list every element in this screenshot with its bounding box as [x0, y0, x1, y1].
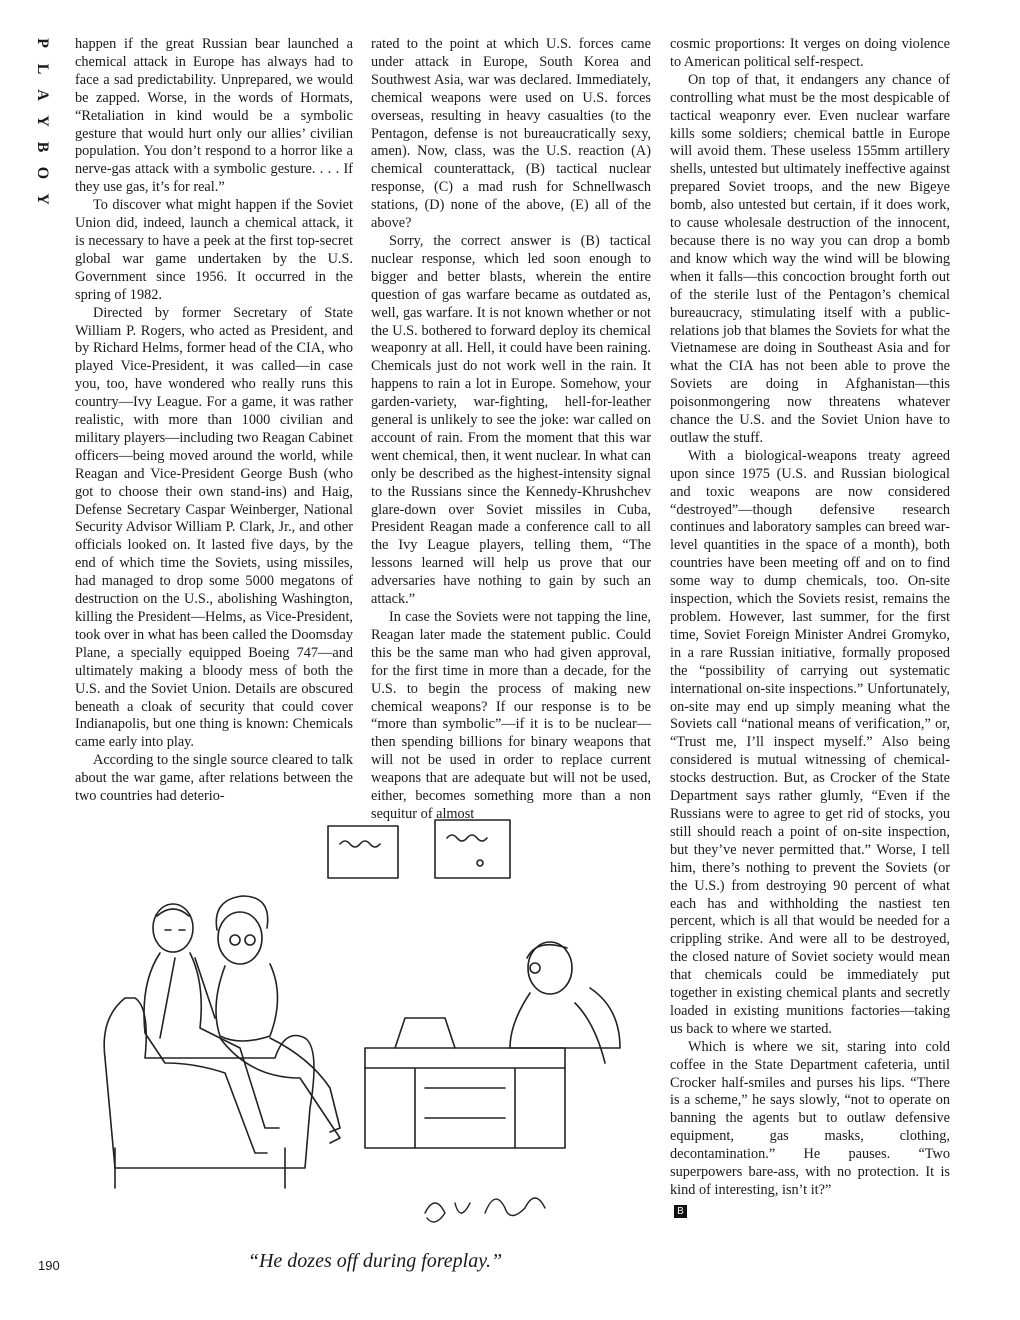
column-2 [371, 36, 651, 824]
page-number: 190 [38, 1258, 60, 1273]
end-mark-icon: B [674, 1205, 687, 1218]
paragraph: Sorry, the correct answer is (B) tactical nuclear response, which led soon enough to bigger and better blasts, wherein the entire question of gas warfare became as outdated as, well, gas warfare. It is not known whether or not the U.S. bothered to forward deploy its chemical weaponry at all. Hell, it could have been raining. Chemicals just do not work well in the rain. It happens to rain a lot in Europe. Somehow, your garden-variety, war-fighting, hell-for-leather general is unlikely to see the joke: war called on account of rain. From the moment that this war went chemical, then, it went nuclear. In what can only be described as the highest-intensity signal to the Russians since the Kennedy-Khrushchev glare-down over Soviet missiles in Cuba, President Reagan made a conference call to all the Ivy League players, telling them, “The lessons learned will help us prove that our adversaries have nothing to gain by such an attack.” [371, 232, 651, 608]
cartoon-caption: “He dozes off during foreplay.” [247, 1250, 503, 1272]
paragraph: rated to the point at which U.S. forces came under attack in Europe, South Korea and Southwest Asia, war was declared. Immediately, chemical weapons were used on U.S. forces overseas, resulting in heavy casualties (to the Pentagon, defense is not bureaucratically sexy, amen). Now, class, was the U.S. reaction (A) chemical counterattack, (B) tactical nuclear response, (C) a mad rush for Schnellwasch stations, (D) none of the above, (E) all of the above? [371, 36, 651, 232]
paragraph: In case the Soviets were not tapping the line, Reagan later made the statement public. Could this be the same man who had given approval, for the first time in more than a decade, for the U.S. to begin the process of making new chemical weapons? If our response is to be “more than symbolic”—if it is to be nuclear—then spending billions for binary weapons that will not be used in order to replace current weapons that are adequate but will not be used, either, becomes something more than a non sequitur of almost [371, 609, 651, 822]
paragraph: On top of that, it endangers any chance of controlling what must be the most despicable of tactical weaponry ever. Even nuclear warfare kills some soldiers; chemical battle in Europe will avoid them. These useless 155mm artillery shells, untested but ultimately ineffective against prepared Soviet troops, and the new Bigeye bomb, also untested but certain, if it does work, to cause wholesale destruction of the innocent, because there is no way you can drop a bomb and know which way the wind will be blowing when it falls—this concoction brought forth out of the sterile lust of the Pentagon’s chemical bureaucracy, stimulating itself with a public-relations job that blames the Soviets for what the Vietnamese are doing in Southeast Asia and for what the CIA has not been able to prove the Soviets are doing in Afghanistan—this poisonmongering now threatens whatever chance the U.S. and the Soviet Union have to outlaw the stuff. [670, 71, 950, 446]
paragraph: Directed by former Secretary of State William P. Rogers, who acted as President, and by Richard Helms, former head of the CIA, who played Vice-President, it was called—in case you, too, have wondered who really runs this country—Ivy League. For a game, it was rather realistic, with more than 1000 civilian and military players—including two Reagan Cabinet officers—being moved around the world, while Reagan and Vice-President George Bush (who got to choose their own stand-ins) and Haig, Defense Secretary Caspar Weinberger, National Security Advisor William P. Clark, Jr., and other officials looked on. It lasted five days, by the end of which time the Soviets, using missiles, had managed to drop some 5000 megatons of destruction on the U.S., abolishing Washington, killing the President—Helms, as Vice-President, took over in what has been called the Doomsday Plane, a specially equipped Boeing 747—and ultimately making a bloody mess of both the U.S. and the Soviet Union. Details are obscured beneath a cloak of security that could cover Indianapolis, but one thing is known: Chemicals came early into play. [75, 304, 353, 751]
paragraph: Which is where we sit, staring into cold coffee in the State Department cafeteria, until Crocker half-smiles and purses his lips. “There is a scheme,” he says slowly, “not to operate on banning the agents but to outlaw defensive equipment, gas masks, clothing, decontamination.” He pauses. “Two superpowers bare-ass, with no protection. It is kind of interesting, isn’t it?” [670, 1038, 950, 1198]
running-head: P L A Y B O Y [34, 38, 51, 205]
paragraph: cosmic proportions: It verges on doing violence to American political self-respect. [670, 36, 950, 70]
paragraph: To discover what might happen if the Soviet Union did, indeed, launch a chemical attack, it is necessary to have a peek at the first top-secret global war game undertaken by the U.S. Government since 1956. It occurred in the spring of 1982. [75, 197, 353, 303]
column-1 [75, 36, 353, 806]
cartoon-illustration [95, 818, 655, 1238]
paragraph: According to the single source cleared to talk about the war game, after relations between the two countries had deterio- [75, 752, 353, 805]
column-3 [670, 36, 950, 1218]
paragraph: With a biological-weapons treaty agreed upon since 1975 (U.S. and Russian biological and toxic weapons are now considered “destroyed”—though defensive research continues and laboratory samples can breed war-level quantities in the space of a month), both countries have been meeting off and on to find some way to dump chemicals, too. On-site inspection, which the Soviets resist, remains the problem. However, last summer, for the first time, Soviet Foreign Minister Andrei Gromyko, in a rare Russian initiative, formally proposed the “possibility of carrying out systematic international on-site inspections.” Unfortunately, on-site may end up simply meaning what the Soviets call “national means of verification,” or, “Trust me, I’ll inspect myself.” Also being considered is mutual witnessing of chemical-stocks destruction. But, as Crocker of the State Department says rather glumly, “Even if the Russians were to agree to get rid of stocks, you still should reach a point of on-site inspection, but they’ve never permitted that.” Worse, I tell him, there’s nothing to prevent the Soviets (or the U.S.) from destroying 90 percent of what each has and withholding the nastiest ten percent, which is all that would be needed for a crippling strike. And were all to be destroyed, the closed nature of Soviet society would mean that chemicals could be immediately put together in existing chemical plants and secretly loaded in existing munitions factories—taking us back to where we started. [670, 447, 950, 1037]
paragraph: happen if the great Russian bear launched a chemical attack in Europe has always had to face a sad predictability. Unprepared, we would be zapped. Worse, in the words of Hormats, “Retaliation in kind would be a symbolic gesture that would hurt only our allies’ civilian population. You don’t respond to a horror like a nerve-gas attack with a symbolic gesture. . . . If they use gas, it’s for real.” [75, 36, 353, 196]
